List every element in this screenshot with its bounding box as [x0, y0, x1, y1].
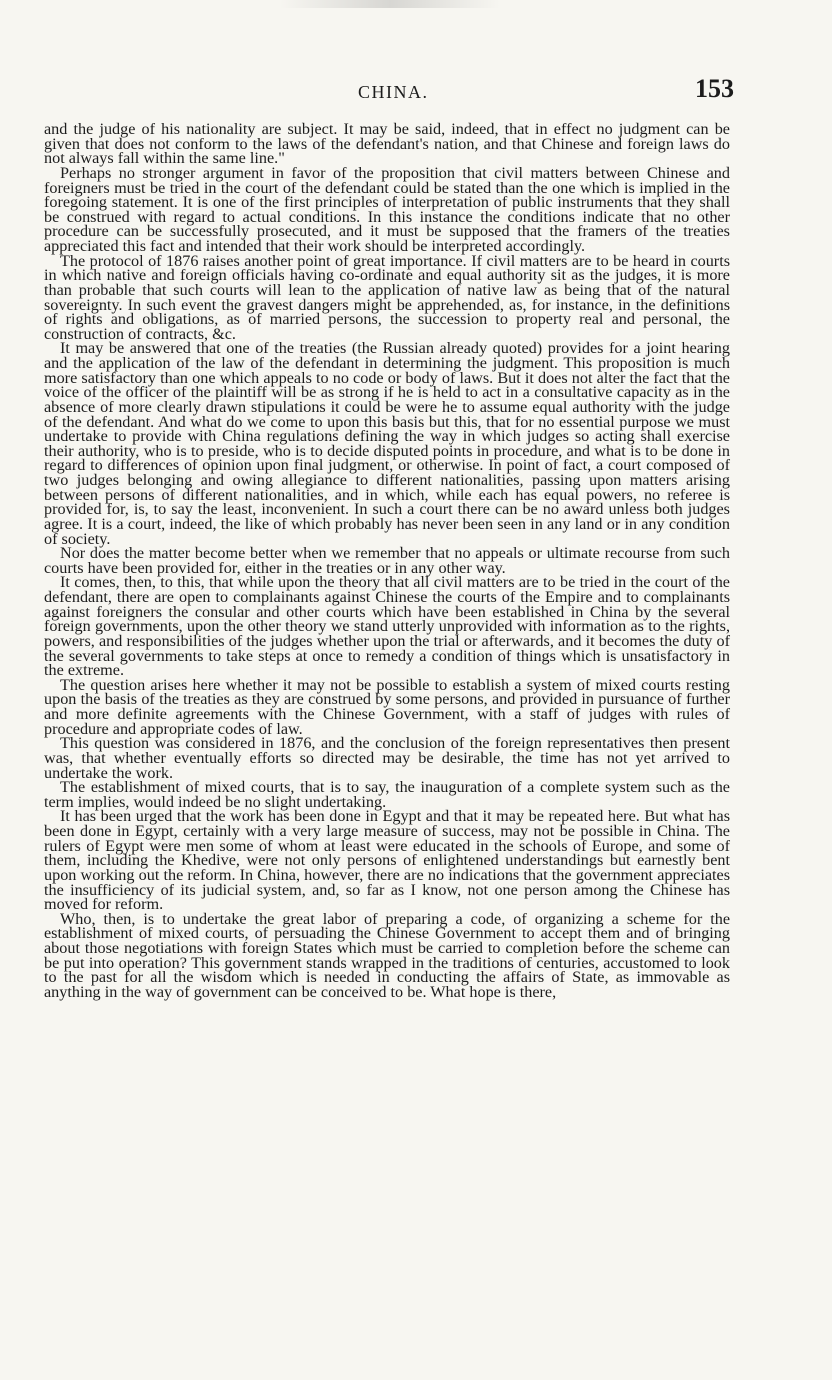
paragraph: It comes, then, to this, that while upon the theory that all civil matters are to be tried in the court of the defendant, there are open to complainants against Chinese the courts of the Empire and to complainants against foreigners the consular and other courts which have been established in China by the several foreign governments, upon the other theory we stand utterly unprovided with information as to the rights, powers, and responsibilities of the judges whether upon the trial or afterwards, and it becomes the duty of the several governments to take steps at once to remedy a condition of things which is unsatisfactory in the extreme. [44, 573, 730, 680]
paragraph: Who, then, is to undertake the great labor of preparing a code, of organizing a scheme for the establishment of mixed courts, of persuading the Chinese Government to accept them and of bringing about those negotiations with foreign States which must be carried to completion before the scheme can be put into operation? This government stands wrapped in the traditions of centuries, accustomed to look to the past for all the wisdom which is needed in conducting the affairs of State, as immovable as anything in the way of government can be conceived to be. What hope is there, [44, 909, 730, 1001]
paragraph: It may be answered that one of the treaties (the Russian already quoted) provides for a joint hearing and the application of the law of the defendant in determining the judgment. This proposition is much more satisfactory than one which appeals to no code or body of laws. But it does not alter the fact that the voice of the officer of the plaintiff will be as strong if he is held to act in a consultative capacity as in the absence of more clearly drawn stipulations it could be were he to assume equal authority with the judge of the defendant. And what do we come to upon this basis but this, that for no essential purpose we must undertake to provide with China regulations defining the way in which judges so acting shall exercise their authority, who is to preside, who is to decide disputed points in procedure, and what is to be done in regard to differences of opinion upon final judgment, or otherwise. In point of fact, a court composed of two judges belonging and owing allegiance to different nationalities, passing upon matters arising between persons of different nationalities, and in which, while each has equal powers, no referee is provided for, is, to say the least, inconvenient. In such a court there can be no award unless both judges agree. It is a court, indeed, the like of which probably has never been seen in any land or in any condition of society. [44, 339, 730, 548]
paragraph: The protocol of 1876 raises another point of great importance. If civil matters are to be heard in courts in which native and foreign officials having co-ordinate and equal authority sit as the judges, it is more than probable that such courts will lean to the application of native law as being that of the natural sovereignty. In such event the gravest dangers might be apprehended, as, for instance, in the definitions of rights and obligations, as of married persons, the succession to property real and personal, the construction of contracts, &c. [44, 251, 730, 343]
paragraph: Nor does the matter become better when we remember that no appeals or ultimate recourse from such courts have been provided for, either in the treaties or in any other way. [44, 544, 730, 577]
scan-artifact [280, 0, 500, 8]
paragraph: The question arises here whether it may not be possible to establish a system of mixed courts resting upon the basis of the treaties as they are construed by some persons, and provided in pursuance of further and more definite agreements with the Chinese Government, with a staff of judges with rules of procedure and appropriate codes of law. [44, 675, 730, 738]
paragraph: Perhaps no stronger argument in favor of the proposition that civil matters between Chinese and foreigners must be tried in the court of the defendant could be stated than the one which is implied in the foregoing statement. It is one of the first principles of interpretation of public instruments that they shall be construed with regard to actual conditions. In this instance the conditions indicate that no other procedure can be successfully prosecuted, and it must be supposed that the framers of the treaties appreciated this fact and intended that their work should be interpreted accordingly. [44, 163, 730, 255]
paragraph: and the judge of his nationality are subject. It may be said, indeed, that in effect no judgment can be given that does not conform to the laws of the defendant's nation, and that Chinese and foreign laws do not always fall within the same line." [44, 120, 730, 168]
paragraph: The establishment of mixed courts, that is to say, the inauguration of a complete system such as the term implies, would indeed be no slight undertaking. [44, 778, 730, 811]
page-number: 153 [695, 74, 734, 103]
paragraph: This question was considered in 1876, and the conclusion of the foreign representatives then present was, that whether eventually efforts so directed may be desirable, the time has not yet arrived to undertake the work. [44, 734, 730, 782]
body-text [44, 122, 730, 1000]
page-header [44, 74, 734, 110]
running-title: CHINA. [358, 82, 429, 102]
paragraph: It has been urged that the work has been done in Egypt and that it may be repeated here. But what has been done in Egypt, certainly with a very large measure of success, may not be possible in China. The rulers of Egypt were men some of whom at least were educated in the schools of Europe, and some of them, including the Khedive, were not only persons of enlightened understandings but earnestly bent upon working out the reform. In China, however, there are no indications that the government appreciates the insufficiency of its judicial system, and, so far as I know, not one person among the Chinese has moved for reform. [44, 807, 730, 914]
